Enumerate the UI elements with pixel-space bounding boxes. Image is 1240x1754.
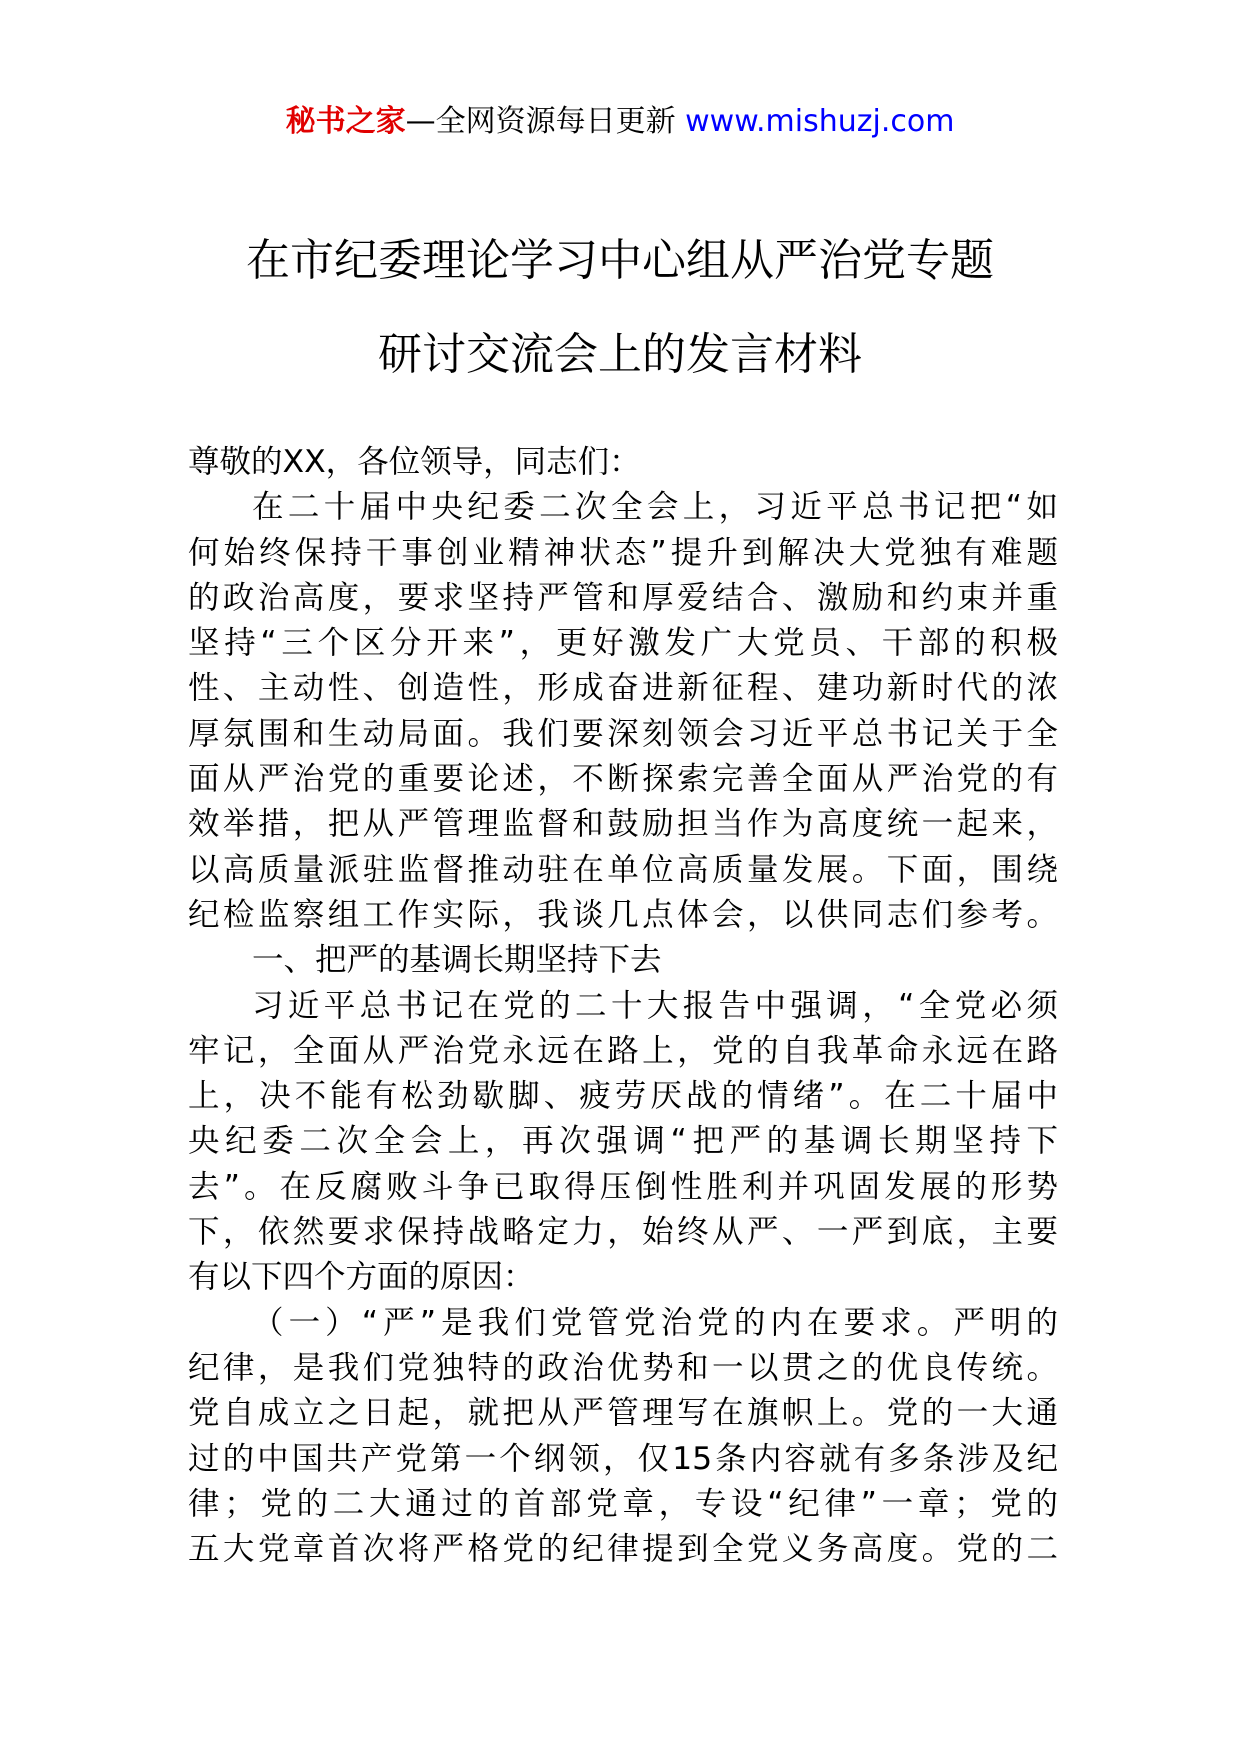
body-line: 在二十届中央纪委二次全会上，习近平总书记把“如 [252, 489, 1058, 526]
body-line: 去”。在反腐败斗争已取得压倒性胜利并巩固发展的形势 [188, 1168, 1058, 1205]
body-line: 坚持“三个区分开来”，更好激发广大党员、干部的积极 [188, 625, 1058, 662]
body-line: 律；党的二大通过的首部党章，专设“纪律”一章；党的 [188, 1485, 1058, 1522]
body-line: 效举措，把从严管理监督和鼓励担当作为高度统一起来， [188, 806, 1058, 843]
document-title-line-1: 在市纪委理论学习中心组从严治党专题 [246, 235, 994, 286]
body-line: 过的中国共产党第一个纲领，仅15条内容就有多条涉及纪 [188, 1440, 1058, 1477]
body-line: 习近平总书记在党的二十大报告中强调，“全党必须 [252, 987, 1058, 1024]
site-tagline: —全网资源每日更新 [405, 104, 686, 139]
body-line: 有以下四个方面的原因： [188, 1259, 535, 1296]
body-line: 牢记，全面从严治党永远在路上，党的自我革命永远在路 [188, 1032, 1058, 1069]
body-line: 性、主动性、创造性，形成奋进新征程、建功新时代的浓 [188, 670, 1058, 707]
document-body [188, 440, 1058, 1572]
section-heading: 一、把严的基调长期坚持下去 [252, 942, 662, 979]
body-line: 何始终保持干事创业精神状态”提升到解决大党独有难题 [188, 534, 1058, 571]
site-header [0, 102, 1240, 142]
body-line: 央纪委二次全会上，再次强调“把严的基调长期坚持下 [188, 1123, 1058, 1160]
body-line: 面从严治党的重要论述，不断探索完善全面从严治党的有 [188, 761, 1058, 798]
site-url-link[interactable]: www.mishuzj.com [685, 104, 955, 139]
body-line: 纪律，是我们党独特的政治优势和一以贯之的优良传统。 [188, 1349, 1058, 1386]
body-line: 五大党章首次将严格党的纪律提到全党义务高度。党的二 [188, 1531, 1058, 1568]
body-line: 纪检监察组工作实际，我谈几点体会，以供同志们参考。 [188, 896, 1058, 933]
document-title-line-2: 研讨交流会上的发言材料 [378, 329, 862, 380]
body-line: 厚氛围和生动局面。我们要深刻领会习近平总书记关于全 [188, 715, 1058, 752]
site-brand: 秘书之家 [285, 104, 406, 139]
body-line: 上，决不能有松劲歇脚、疲劳厌战的情绪”。在二十届中 [188, 1078, 1058, 1115]
salutation: 尊敬的XX，各位领导，同志们： [188, 444, 641, 480]
body-line: 的政治高度，要求坚持严管和厚爱结合、激励和约束并重 [188, 579, 1058, 616]
body-line: 以高质量派驻监督推动驻在单位高质量发展。下面，围绕 [188, 851, 1058, 888]
body-line: 下，依然要求保持战略定力，始终从严、一严到底，主要 [188, 1214, 1058, 1251]
subsection-heading-line: （一）“严”是我们党管党治党的内在要求。严明的 [252, 1304, 1058, 1341]
body-line: 党自成立之日起，就把从严管理写在旗帜上。党的一大通 [188, 1395, 1058, 1432]
